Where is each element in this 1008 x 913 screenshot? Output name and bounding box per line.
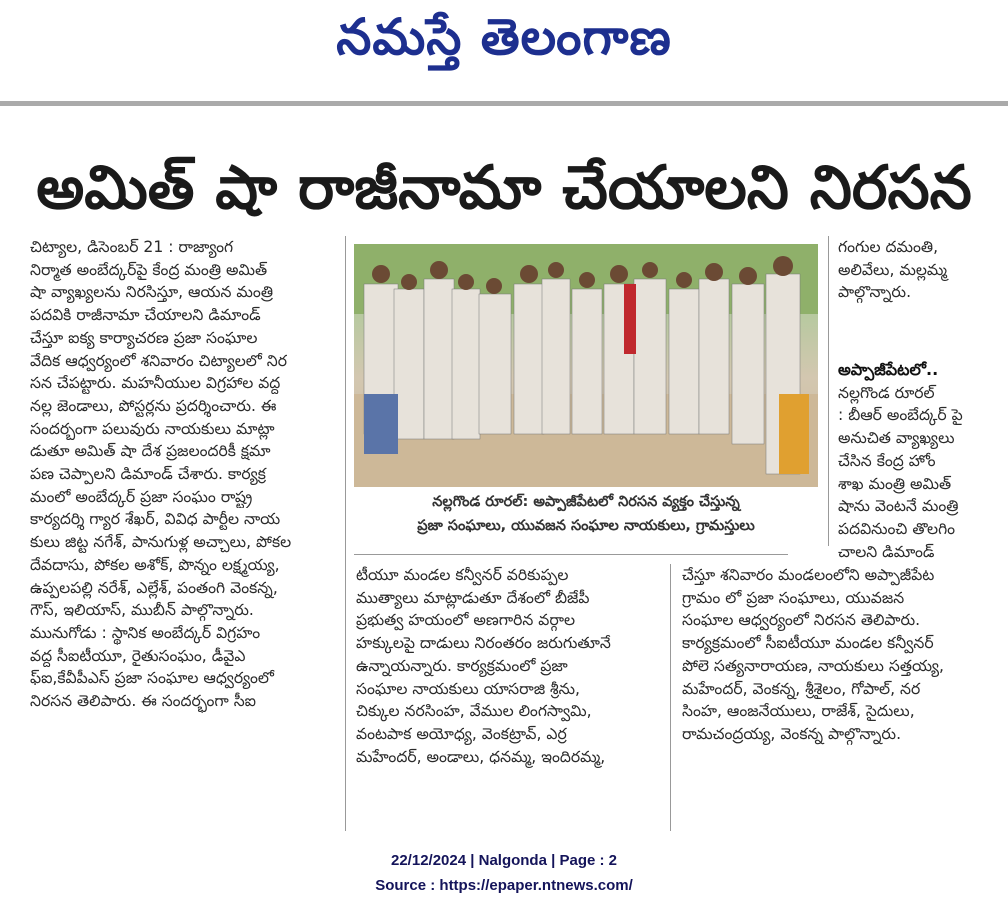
article-text-line: గ్రామం లో ప్రజా సంఘాలు, యువజన [682,588,905,607]
article-text-line: పాల్గొన్నారు. [838,283,912,302]
article-text-line: ఉప్పలపల్లి నరేశ్, ఎల్లేశ్, పంతంగి వెంకన్న, [30,578,278,597]
caption-line: నల్లగొండ రూరల్: అప్పాజీపేటలో నిరసన వ్యక్తం చేస్తున్న [432,494,740,510]
article-text-line: పదవినుంచి తొలగిం [838,519,956,538]
article-text-line: సింహ, ఆంజనేయులు, రాజేశ్, సైదులు, [682,702,915,721]
photo-caption [354,490,818,538]
article-text-line: చిక్కుల నరసింహ, వేముల లింగస్వామి, [356,702,592,721]
article-text-line: గౌస్, ఇలియాస్, ముబీన్ పాల్గొన్నారు. [30,601,254,620]
article-text-line: దేవదాసు, పోకల అశోక్, పొన్నం లక్ష్మయ్య, [30,555,280,574]
article-text-line: వద్ద సీఐటీయూ, రైతుసంఘం, డీవైఎ [30,646,246,665]
article-text-line: చిట్యాల, డిసెంబర్ 21 : రాజ్యాంగ [30,238,234,256]
article-text-line: ప్రభుత్వ హయంలో అణగారిన వర్గాల [356,611,576,630]
article-text-line: సంఘాల నాయకులు యాసరాజి శ్రీను, [356,679,580,698]
article-text-line: అనుచిత వ్యాఖ్యలు [838,429,955,448]
article-text-line: పోలె సత్యనారాయణ, నాయకులు సత్తయ్య, [682,656,944,675]
article-text-line: రామచంద్రయ్య, వెంకన్న పాల్గొన్నారు. [682,724,902,743]
article-text-line: : బీఆర్ అంబేద్కర్ పై [838,406,963,425]
article-text-line: ముత్యాలు మాట్లాడుతూ దేశంలో బీజేపీ [356,588,590,607]
article-text-line: శాఖ మంత్రి అమిత్ [838,474,952,493]
protest-photo-illustration [354,244,818,487]
article-text-line: నల్ల జెండాలు, పోస్టర్లను ప్రదర్శించారు. ఈ [30,396,277,415]
article-text-line: వేదిక ఆధ్వర్యంలో శనివారం చిట్యాలలో నిర [30,351,287,370]
article-text-line: సంఘాల ఆధ్వర్యంలో నిరసన తెలిపారు. [682,611,921,630]
article-column-2-3-span [682,564,998,746]
headline: అమిత్ షా రాజీనామా చేయాలని నిరసన [36,153,972,223]
column-divider [828,236,829,546]
article-column-3-top [838,236,996,304]
article-text-line: షా వ్యాఖ్యలను నిరసిస్తూ, ఆయన మంత్రి [30,283,274,302]
article-text-line: గంగుల దమంతి, [838,238,939,256]
article-text-line: చేస్తూ ఐక్య కార్యాచరణ ప్రజా సంఘాల [30,328,258,347]
article-text-line: చేసిన కేంద్ర హోం [838,451,936,470]
article-text-line: ఫ్ఐ,కేవీపీఎస్ ప్రజా సంఘాల ఆధ్వర్యంలో [30,669,274,688]
article-text-line: మహేందర్, వెంకన్న, శ్రీశైలం, గోపాల్, నర [682,679,921,698]
article-text-line: కులు జిట్ట నగేశ్, పానుగుళ్ల అచ్చాలు, పోకల [30,533,292,552]
news-photo [354,244,818,487]
article-text-line: పణ చెప్పాలని డిమాండ్ చేశారు. కార్యక్ర [30,465,266,484]
column-divider [670,564,671,831]
article-text-line: కార్యక్రమంలో సీఐటీయూ మండల కన్వీనర్ [682,634,934,653]
article-text-line: మునుగోడు : స్థానిక అంబేద్కర్ విగ్రహం [30,623,261,642]
article-column-3-bottom [838,359,996,563]
caption-divider [354,554,788,555]
article-text-line: నల్లగొండ రూరల్ [838,383,935,402]
article-text-line: ఉన్నాయన్నారు. కార్యక్రమంలో ప్రజా [356,656,568,675]
article-text-line: నిర్మాత అంబేద్కర్‌పై కేంద్ర మంత్రి అమిత్ [30,260,268,279]
masthead-title: నమస్తే తెలంగాణ [336,7,672,66]
article-text-line: వంటపాక అయోధ్య, వెంకట్రావ్, ఎర్ర [356,724,567,743]
article-text-line: నిరసన తెలిపారు. ఈ సందర్భంగా సీఐ [30,692,257,711]
article-text-line: అలివేలు, మల్లమ్మ [838,260,948,279]
article-column-2 [356,564,656,768]
article-text-line: కార్యదర్శి గ్యార శేఖర్, వివిధ పార్టీల నాయ [30,510,281,529]
article-text-line: పదవికి రాజీనామా చేయాలని డిమాండ్ [30,306,261,325]
article-text-line: చేస్తూ శనివారం మండలంలోని అప్పాజీపేట [682,566,935,584]
article-text-line: మంలో అంబేద్కర్ ప్రజా సంఘం రాష్ట్ర [30,487,253,506]
article-column-1 [30,236,336,713]
column-divider [345,236,346,831]
edition-info: 22/12/2024 | Nalgonda | Page : 2 [391,852,617,869]
masthead-divider [0,101,1008,106]
caption-line: ప్రజా సంఘాలు, యువజన సంఘాల నాయకులు, గ్రామస్తులు [417,518,755,534]
article-text-line: హక్కులపై దాడులు నిరంతరం జరుగుతూనే [356,634,611,653]
article-text-line: షాను వెంటనే మంత్రి [838,497,959,516]
article-text-line: మహేందర్, అండాలు, ధనమ్మ, ఇందిరమ్మ, [356,747,606,766]
source-link[interactable]: Source : https://epaper.ntnews.com/ [375,877,633,894]
article-text-line: చాలని డిమాండ్ [838,542,935,561]
page-footer [0,848,1008,898]
article-text-line: సన చేపట్టారు. మహనీయుల విగ్రహాల వద్ద [30,374,281,393]
article-text-line: టీయూ మండల కన్వీనర్ వరికుప్పల [356,566,569,584]
article-text-line: డుతూ అమిత్ షా దేశ ప్రజలందరికీ క్షమా [30,442,271,461]
article-text-line: సందర్భంగా పలువురు నాయకులు మాట్లా [30,419,275,438]
section-subhead: అప్పాజీపేటలో.. [838,360,939,379]
masthead [0,0,1008,86]
